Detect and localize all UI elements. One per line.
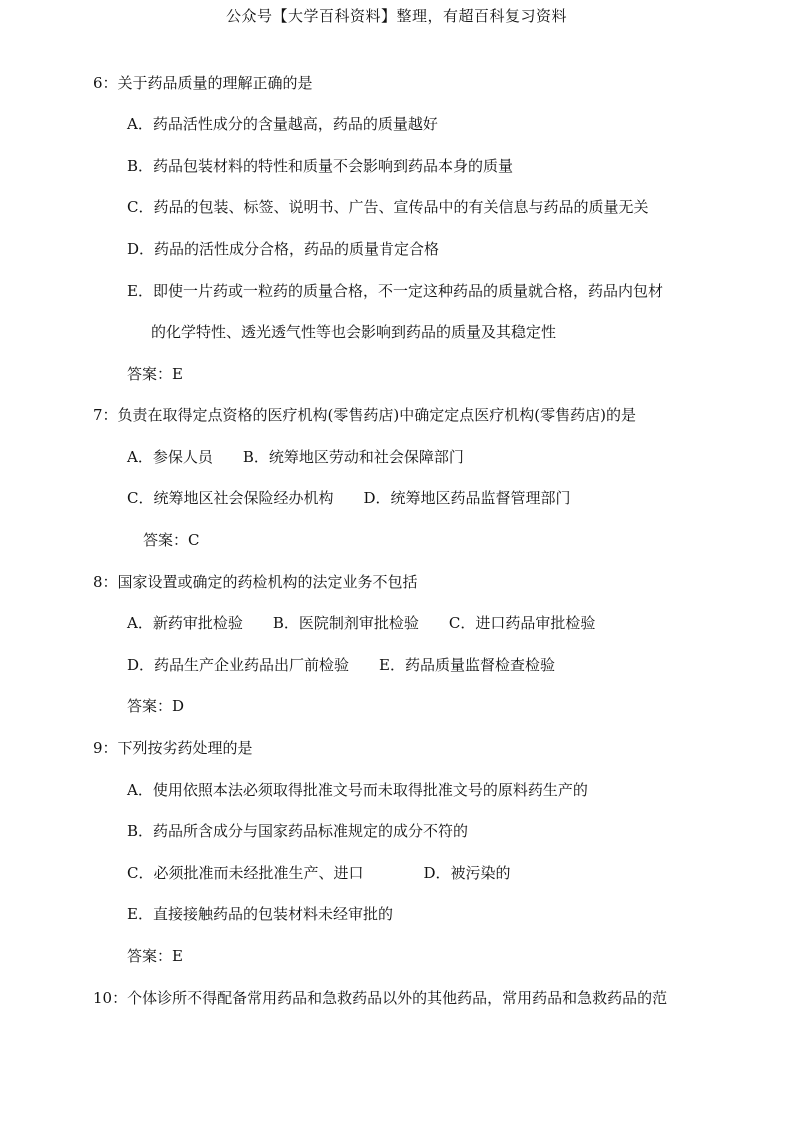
q6-option-a: A．药品活性成分的含量越高，药品的质量越好 [127, 115, 438, 133]
q8-option-c: C．进口药品审批检验 [448, 614, 596, 632]
q9-option-e: E．直接接触药品的包装材料未经审批的 [127, 905, 393, 923]
q6-option-e-line2: 的化学特性、透光透气性等也会影响到药品的质量及其稳定性 [151, 323, 557, 341]
q7-option-a: A．参保人员 [127, 448, 213, 466]
q8-options-row2 [127, 654, 555, 675]
q8-option-b: B．医院制剂审批检验 [272, 614, 419, 632]
q6-answer: 答案：E [127, 365, 183, 383]
question-8: 8：国家设置或确定的药检机构的法定业务不包括 [93, 573, 418, 591]
q9-option-d: D．被污染的 [423, 864, 511, 882]
q7-option-b: B．统筹地区劳动和社会保障部门 [242, 448, 464, 466]
q9-answer: 答案：E [127, 947, 183, 965]
question-6: 6：关于药品质量的理解正确的是 [93, 74, 313, 92]
q8-option-d: D．药品生产企业药品出厂前检验 [127, 656, 350, 674]
q7-option-c: C．统筹地区社会保险经办机构 [127, 489, 334, 507]
q6-option-d: D．药品的活性成分合格，药品的质量肯定合格 [127, 240, 440, 258]
q8-option-e: E．药品质量监督检查检验 [379, 656, 555, 674]
question-10: 10：个体诊所不得配备常用药品和急救药品以外的其他药品，常用药品和急救药品的范 [93, 989, 668, 1007]
q9-option-c: C．必须批准而未经批准生产、进口 [127, 864, 364, 882]
q6-option-e-line1: E．即使一片药或一粒药的质量合格，不一定这种药品的质量就合格，药品内包材 [127, 282, 663, 300]
q7-option-d: D．统筹地区药品监督管理部门 [363, 489, 571, 507]
question-7: 7：负责在取得定点资格的医疗机构(零售药店)中确定定点医疗机构(零售药店)的是 [93, 406, 636, 424]
q6-option-c: C．药品的包装、标签、说明书、广告、宣传品中的有关信息与药品的质量无关 [127, 198, 649, 216]
q8-options-row1 [127, 612, 595, 633]
question-9: 9：下列按劣药处理的是 [93, 739, 253, 757]
q7-options-row1 [127, 446, 464, 467]
q8-answer: 答案：D [127, 697, 185, 715]
q7-options-row2 [127, 487, 571, 508]
page-header: 公众号【大学百科资料】整理，有超百科复习资料 [225, 7, 567, 25]
q8-option-a: A．新药审批检验 [127, 614, 243, 632]
q9-options-row-cd [127, 862, 511, 883]
q6-option-b: B．药品包装材料的特性和质量不会影响到药品本身的质量 [127, 157, 514, 175]
q7-answer: 答案：C [143, 531, 200, 549]
q9-option-a: A．使用依照本法必须取得批准文号而未取得批准文号的原料药生产的 [127, 781, 588, 799]
q9-option-b: B．药品所含成分与国家药品标准规定的成分不符的 [127, 822, 469, 840]
